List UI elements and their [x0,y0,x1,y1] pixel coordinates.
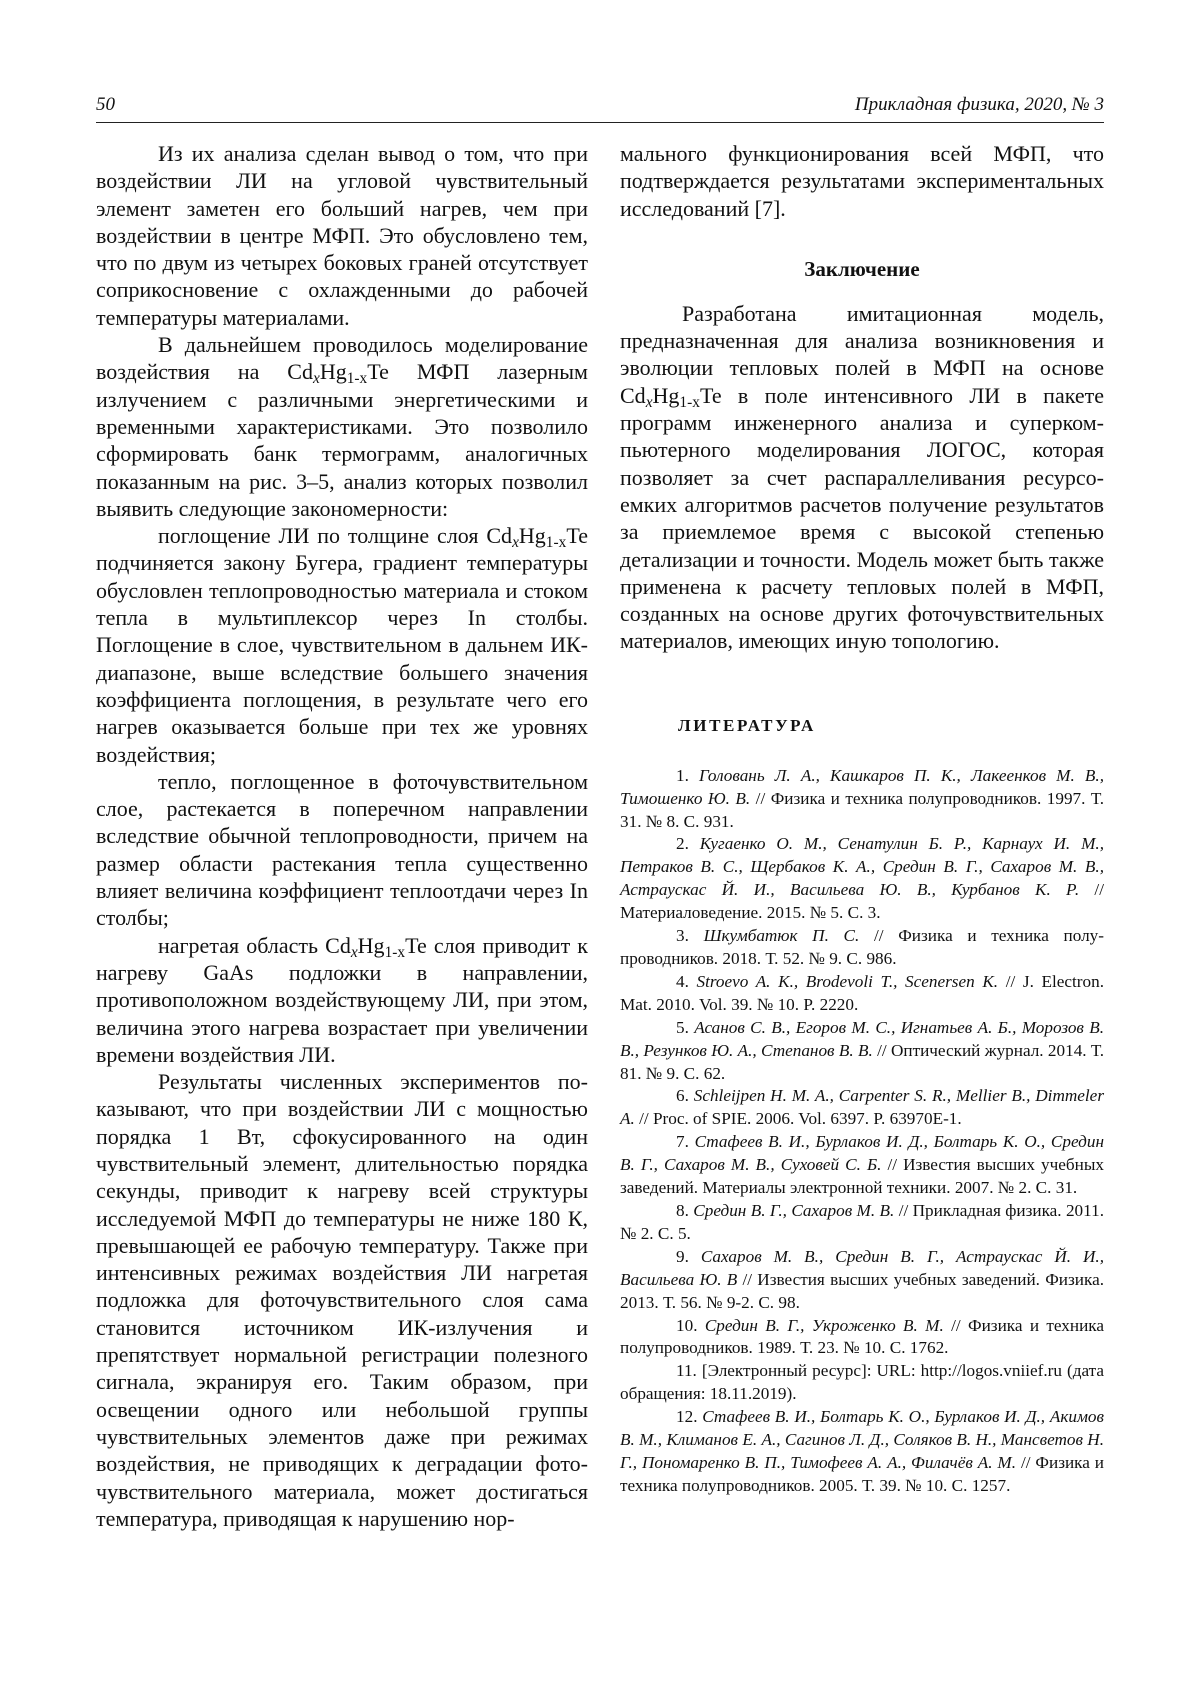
paragraph: тепло, поглощенное в фоточувствительном слое, растекается в поперечном направлении вследствие обычной теплопроводности, причем на размер области растекания тепла существенно влияет величина коэффициент теплоотдачи через In столбы; [96,768,588,931]
paragraph: нагретая область $Cd_xHg_{1-x}Te$ слоя приводит к нагреву GaAs подложки в направлении, противоположном воздействующему ЛИ, при этом, величина этого нагрева возрастает при увеличении времени воздействия ЛИ. [96,932,588,1067]
conclusion-heading: Заключение [804,256,920,281]
reference-item: 8. Средин В. Г., Сахаров М. В. // Прикладная физика. 2011. № 2. С. 5. [620,1200,1104,1243]
reference-list [620,765,1104,1498]
journal-title: Прикладная физика, 2020, № 3 [854,94,1104,115]
reference-item: 7. Стафеев В. И., Бурлаков И. Д., Болтарь К. О., Средин В. Г., Сахаров М. В., Суховей С. Б. // Известия высших учебных заведений. Материалы электронной техники. 2007. № 2. С. 31. [620,1132,1105,1198]
reference-item: 3. Шкумбатюк П. С. // Физика и техника полупроводников. 2018. Т. 52. № 9. С. 986. [620,926,1105,968]
references-heading: ЛИТЕРАТУРА [678,715,816,735]
paragraph: В дальнейшем проводилось моделирование воздействия на $Cd_xHg_{1-x}Te$ МФП лазерным излучением с различными энергетическими и временными характеристиками. Это позволило сформировать банк термограмм, аналогичных показанным на рис. 3–5, анализ которых позволил выявить следующие закономерности: [96,332,588,521]
paragraph: Разработана имитационная модель, предназначенная для анализа возникновения и эволюции тепловых полей в МФП на основе $Cd_xHg_{1-x}Te$ в поле интенсивного ЛИ в пакете программ инженерного анализа и суперкомпьютерного моделирования ЛОГОС, которая позволяет за счет распараллеливания ресурсоемких алгоритмов расчетов получение результатов за приемлемое время с высокой степенью детализации и точности. Модель может быть также применена к расчету тепловых полей в МФП, созданных на основе других фоточувствительных материалов, имеющих иную топологию. [620,300,1104,654]
paragraph: Из их анализа сделан вывод о том, что при воздействии ЛИ на угловой чувствительный элемент заметен его больший нагрев, чем при воздействии в центре МФП. Это обусловлено тем, что по двум из четырех боковых граней отсутствует соприкосновение с охлажденными до рабочей температуры материалами. [96,141,588,330]
paragraph: Результаты численных экспериментов показывают, что при воздействии ЛИ с мощностью порядка 1 Вт, сфокусированного на один чувствительный элемент, длительностью порядка секунды, приводит к нагреву всей структуры исследуемой МФП до температуры не ниже 180 К, превышающей ее рабочую температуру. Также при интенсивных режимах воздействия ЛИ нагретая подложка для фоточувствительного слоя сама становится источником ИК-излучения и препятствует нормальной регистрации полезного сигнала, экранируя его. Таким образом, при освещении одного или небольшой группы чувствительных элементов даже при режимах воздействия, не приводящих к деградации фоточувствительного материала, может достигаться температура, приводящая к нарушению нор- [96,1069,588,1531]
reference-item: 6. Schleijpen H. M. A., Carpenter S. R., Mellier B., Dimmeler A. // Proc. of SPIE. 2006. Vol. 6397. P. 63970E-1. [620,1086,1105,1129]
subscript: 1-x [346,370,368,388]
left-column [96,140,588,1532]
reference-item: 1. Головань Л. А., Кашкаров П. К., Лакеенков М. В., Тимошенко Ю. В. // Физика и техника полупроводников. 1997. Т. 31. № 8. С. 931. [620,765,1104,831]
reference-item: 4. Stroevo A. K., Brodevoli T., Scenersen K. // J. Electron. Mat. 2010. Vol. 39. № 10. P. 2220. [620,971,1105,1014]
paragraph: поглощение ЛИ по толщине слоя $Cd_xHg_{1-x}Te$ подчиняется закону Бугера, градиент температуры обусловлен теплопроводностью материала и стоком тепла в мультиплексор через In столбы. Поглощение в слое, чувствительном в дальнем ИК-диапазоне, выше вследствие большего значения коэффициента поглощения, в результате чего его нагрев оказывается больше при тех же уровнях воздействия; [96,523,588,767]
paragraph: мального функционирования всей МФП, что подтверждается результатами экспериментальных исследований [7]. [620,141,1104,221]
page-header [96,92,1104,123]
reference-item: 12. Стафеев В. И., Болтарь К. О., Бурлаков И. Д., Акимов В. М., Климанов Е. А., Сагинов Л. Д., Соляков В. Н., Мансветов Н. Г., Пономаренко В. П., Тимофеев А. А., Филачёв А. М. // Физика и техника полупроводников. 2005. Т. 39. № 10. С. 1257. [620,1407,1104,1495]
reference-item: 11. [Электронный ресурс]: URL: http://logos.vniief.ru (дата обращения: 18.11.2019). [620,1361,1104,1404]
right-column [620,140,1104,1498]
reference-item: 2. Кугаенко О. М., Сенатулин Б. Р., Карнаух И. М., Петраков В. С., Щербаков К. А., Средин В. Г., Сахаров М. В., Астраускас Й. И., Васильева Ю. В., Курбанов К. Р. // Материаловедение. 2015. № 5. С. 3. [620,834,1105,923]
page-number: 50 [96,94,115,115]
reference-item: 10. Средин В. Г., Укроженко В. М. // Физика и техника полупроводников. 1989. Т. 23. № 10. С. 1762. [620,1315,1105,1358]
reference-item: 5. Асанов С. В., Егоров М. С., Игнатьев А. Б., Морозов В. В., Резунков Ю. А., Степанов В. В. // Оптический журнал. 2014. Т. 81. № 9. С. 62. [620,1017,1105,1083]
reference-item: 9. Сахаров М. В., Средин В. Г., Астраускас Й. И., Васильева Ю. В // Известия высших учебных заведений. Физика. 2013. Т. 56. № 9-2. С. 98. [620,1246,1104,1312]
